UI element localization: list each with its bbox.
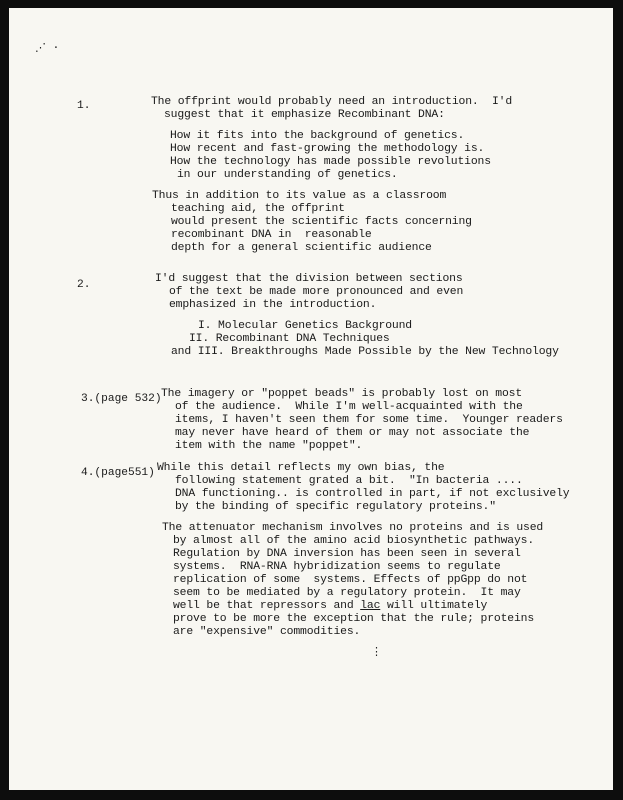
- text-line: The attenuator mechanism involves no proteins and is used: [162, 522, 544, 534]
- text-line: While this detail reflects my own bias, the: [157, 462, 445, 474]
- text-fragment: will ultimately: [380, 600, 488, 612]
- margin-marks: ⋰ ⋅: [35, 43, 60, 55]
- text-line: I. Molecular Genetics Background: [198, 320, 412, 332]
- typed-page: [9, 8, 613, 790]
- text-line: of the text be made more pronounced and even: [169, 286, 464, 298]
- text-line: items, I haven't seen them for some time. Younger readers: [175, 414, 563, 426]
- text-line: emphasized in the introduction.: [169, 299, 377, 311]
- text-line-lac: [173, 600, 487, 613]
- text-line: prove to be more the exception that the rule; proteins: [173, 613, 535, 625]
- text-line: recombinant DNA in reasonable: [171, 229, 372, 241]
- text-line: by the binding of specific regulatory proteins.": [175, 501, 496, 513]
- text-line: How recent and fast-growing the methodology is.: [170, 143, 485, 155]
- text-line: suggest that it emphasize Recombinant DNA:: [164, 109, 445, 121]
- text-line: Regulation by DNA inversion has been seen in several: [173, 548, 521, 560]
- text-line: in our understanding of genetics.: [177, 169, 398, 181]
- text-line: replication of some systems. Effects of ppGpp do not: [173, 574, 528, 586]
- text-line: seem to be mediated by a regulatory protein. It may: [173, 587, 521, 599]
- stray-mark: ⋮: [371, 647, 382, 659]
- text-line: would present the scientific facts concerning: [171, 216, 472, 228]
- text-line: by almost all of the amino acid biosynthetic pathways.: [173, 535, 535, 547]
- text-line: are "expensive" commodities.: [173, 626, 361, 638]
- text-line: of the audience. While I'm well-acquainted with the: [175, 401, 523, 413]
- text-line: systems. RNA-RNA hybridization seems to regulate: [173, 561, 501, 573]
- text-line: may never have heard of them or may not associate the: [175, 427, 530, 439]
- lac-gene-word: lac: [360, 600, 381, 612]
- text-line: The offprint would probably need an introduction. I'd: [151, 96, 513, 108]
- text-line: How it fits into the background of genetics.: [170, 130, 465, 142]
- text-line: II. Recombinant DNA Techniques: [189, 333, 390, 345]
- section-4-number: 4.(page551): [81, 467, 155, 479]
- text-line: Thus in addition to its value as a classroom: [152, 190, 447, 202]
- section-2-number: 2.: [77, 279, 91, 291]
- text-line: teaching aid, the offprint: [171, 203, 345, 215]
- text-line: following statement grated a bit. "In bacteria ....: [175, 475, 523, 487]
- section-1-number: 1.: [77, 100, 91, 112]
- text-line: How the technology has made possible revolutions: [170, 156, 491, 168]
- text-line: The imagery or "poppet beads" is probably lost on most: [161, 388, 523, 400]
- section-3-number: 3.(page 532): [81, 393, 162, 405]
- text-line: I'd suggest that the division between sections: [155, 273, 463, 285]
- text-fragment: well be that repressors and: [173, 600, 354, 612]
- text-line: depth for a general scientific audience: [171, 242, 432, 254]
- text-line: and III. Breakthroughs Made Possible by the New Technology: [171, 346, 559, 358]
- text-line: item with the name "poppet".: [175, 440, 363, 452]
- text-line: DNA functioning.. is controlled in part, if not exclusively: [175, 488, 570, 500]
